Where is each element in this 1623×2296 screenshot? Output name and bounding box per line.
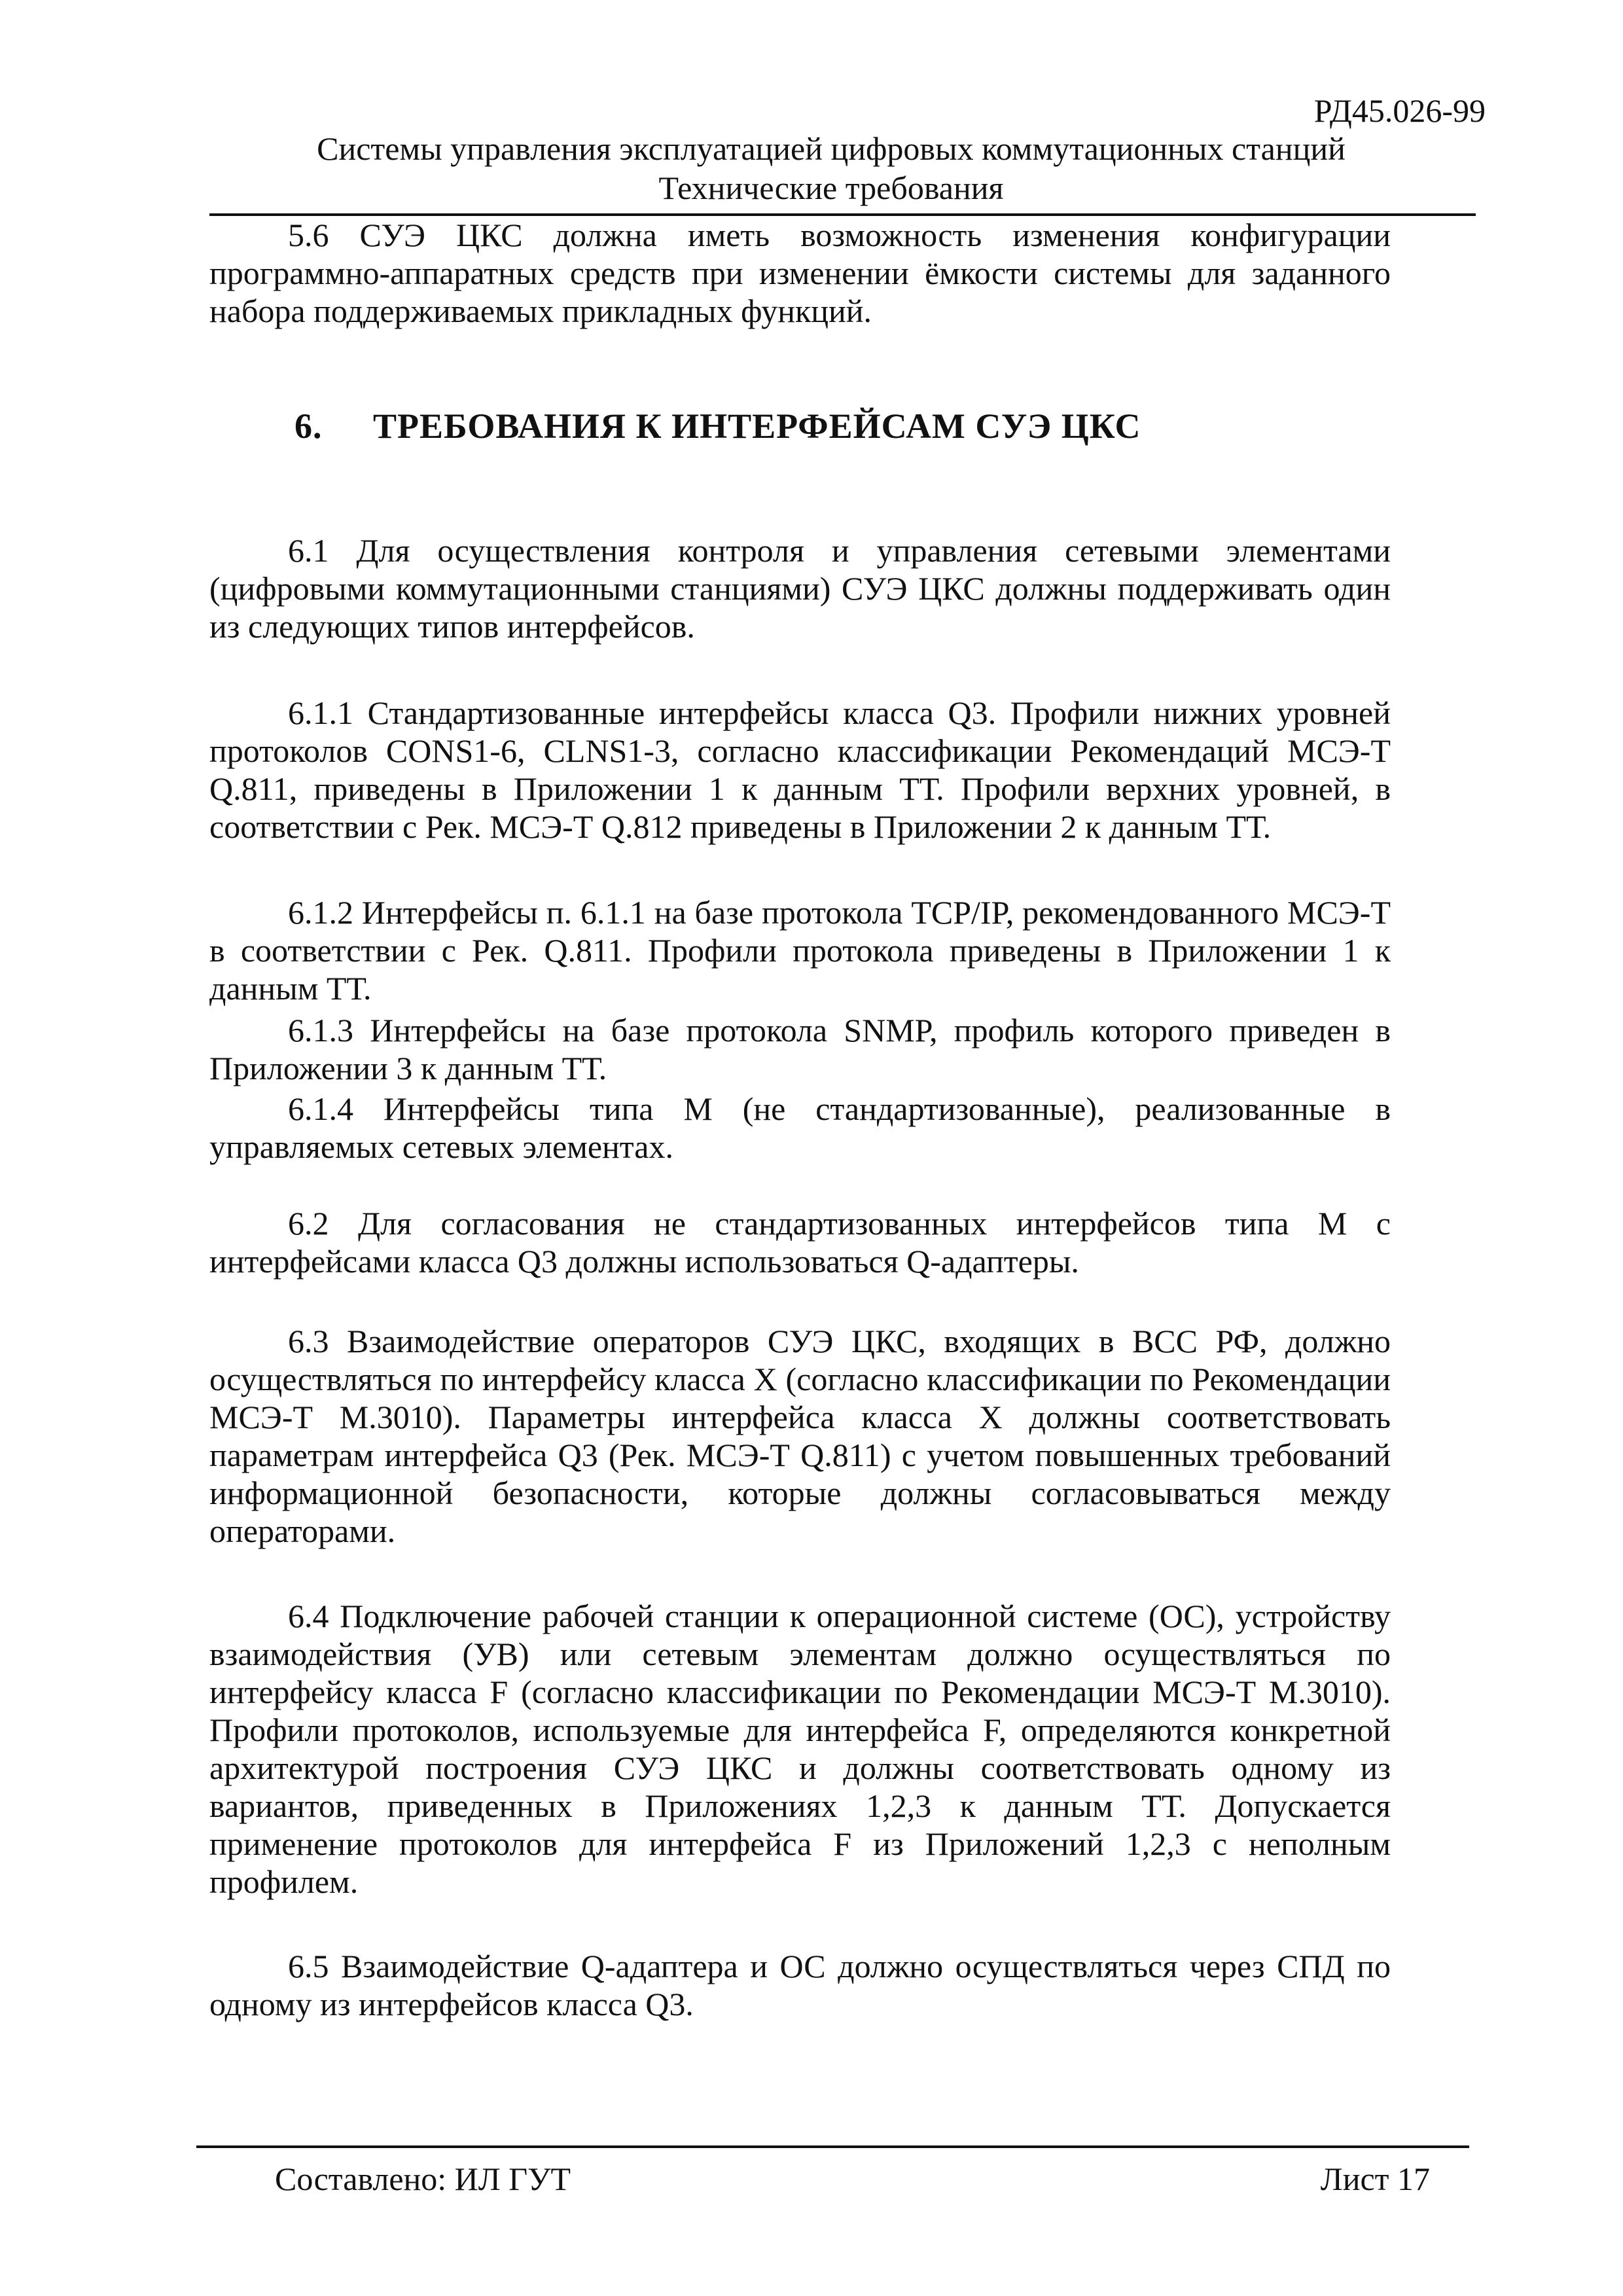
paragraph-text: 6.1 Для осуществления контроля и управления сетевыми элементами (цифровыми коммутационными станциями) СУЭ ЦКС должны поддерживать один из следующих типов интерфейсов. <box>209 532 1391 645</box>
footer-rule <box>196 2145 1469 2148</box>
paragraph-text: 6.3 Взаимодействие операторов СУЭ ЦКС, входящих в ВСС РФ, должно осуществляться по интерфейсу класса X (согласно классификации по Рекомендации МСЭ-Т М.3010). Параметры интерфейса класса X должны соответствовать параметрам интерфейса Q3 (Рек. МСЭ-Т Q.811) с учетом повышенных требований информационной безопасности, которые должны согласовываться между операторами. <box>209 1323 1391 1549</box>
running-header-subtitle: Технические требования <box>658 170 1004 206</box>
paragraph-6-4 <box>209 1597 1391 1901</box>
paragraph-6-1-3 <box>209 1011 1391 1087</box>
paragraph-text: 6.5 Взаимодействие Q-адаптера и ОС должно осуществляться через СПД по одному из интерфейсов класса Q3. <box>209 1948 1391 2022</box>
paragraph-text: 6.4 Подключение рабочей станции к операционной системе (ОС), устройству взаимодействия (УВ) или сетевым элементам должно осуществляться по интерфейсу класса F (согласно классификации по Рекомендации МСЭ-Т М.3010). Профили протоколов, используемые для интерфейса F, определяются конкретной архитектурой построения СУЭ ЦКС и должны соответствовать одному из вариантов, приведенных в Приложениях 1,2,3 к данным ТТ. Допускается применение протоколов для интерфейса F из Приложений 1,2,3 с неполным профилем. <box>209 1598 1391 1900</box>
paragraph-text: 5.6 СУЭ ЦКС должна иметь возможность изменения конфигурации программно-аппаратных средств при изменении ёмкости системы для заданного набора поддерживаемых прикладных функций. <box>209 217 1391 329</box>
paragraph-6-1-1 <box>209 694 1391 846</box>
document-code: РД45.026-99 <box>1313 92 1486 129</box>
footer-sheet-number: Лист 17 <box>1320 2161 1430 2197</box>
paragraph-text: 6.2 Для согласования не стандартизованных интерфейсов типа М с интерфейсами класса Q3 должны использоваться Q-адаптеры. <box>209 1205 1391 1280</box>
paragraph-6-1-2 <box>209 893 1391 1007</box>
paragraph-text: 6.1.2 Интерфейсы п. 6.1.1 на базе протокола TCP/IP, рекомендованного МСЭ-Т в соответствии с Рек. Q.811. Профили протокола приведены в Приложении 1 к данным ТТ. <box>209 894 1391 1007</box>
paragraph-6-3 <box>209 1322 1391 1550</box>
section-title: ТРЕБОВАНИЯ К ИНТЕРФЕЙСАМ СУЭ ЦКС <box>373 406 1141 446</box>
paragraph-6-2 <box>209 1204 1391 1280</box>
paragraph-text: 6.1.1 Стандартизованные интерфейсы класса Q3. Профили нижних уровней протоколов CONS1-6, CLNS1-3, согласно классификации Рекомендаций МСЭ-Т Q.811, приведены в Приложении 1 к данным ТТ. Профили верхних уровней, в соответствии с Рек. МСЭ-Т Q.812 приведены в Приложении 2 к данным ТТ. <box>209 694 1391 845</box>
section-6-heading <box>209 407 1391 445</box>
paragraph-6-1-4 <box>209 1090 1391 1166</box>
section-number: 6. <box>294 406 323 446</box>
paragraph-6-5 <box>209 1947 1391 2023</box>
paragraph-text: 6.1.3 Интерфейсы на базе протокола SNMP, профиль которого приведен в Приложении 3 к данным ТТ. <box>209 1012 1391 1086</box>
paragraph-6-1 <box>209 531 1391 645</box>
paragraph-text: 6.1.4 Интерфейсы типа М (не стандартизованные), реализованные в управляемых сетевых элементах. <box>209 1090 1391 1165</box>
footer-compiled-by: Составлено: ИЛ ГУТ <box>275 2161 571 2197</box>
running-header-title: Системы управления эксплуатацией цифровых коммутационных станций <box>317 130 1346 167</box>
paragraph-5-6 <box>209 216 1391 330</box>
